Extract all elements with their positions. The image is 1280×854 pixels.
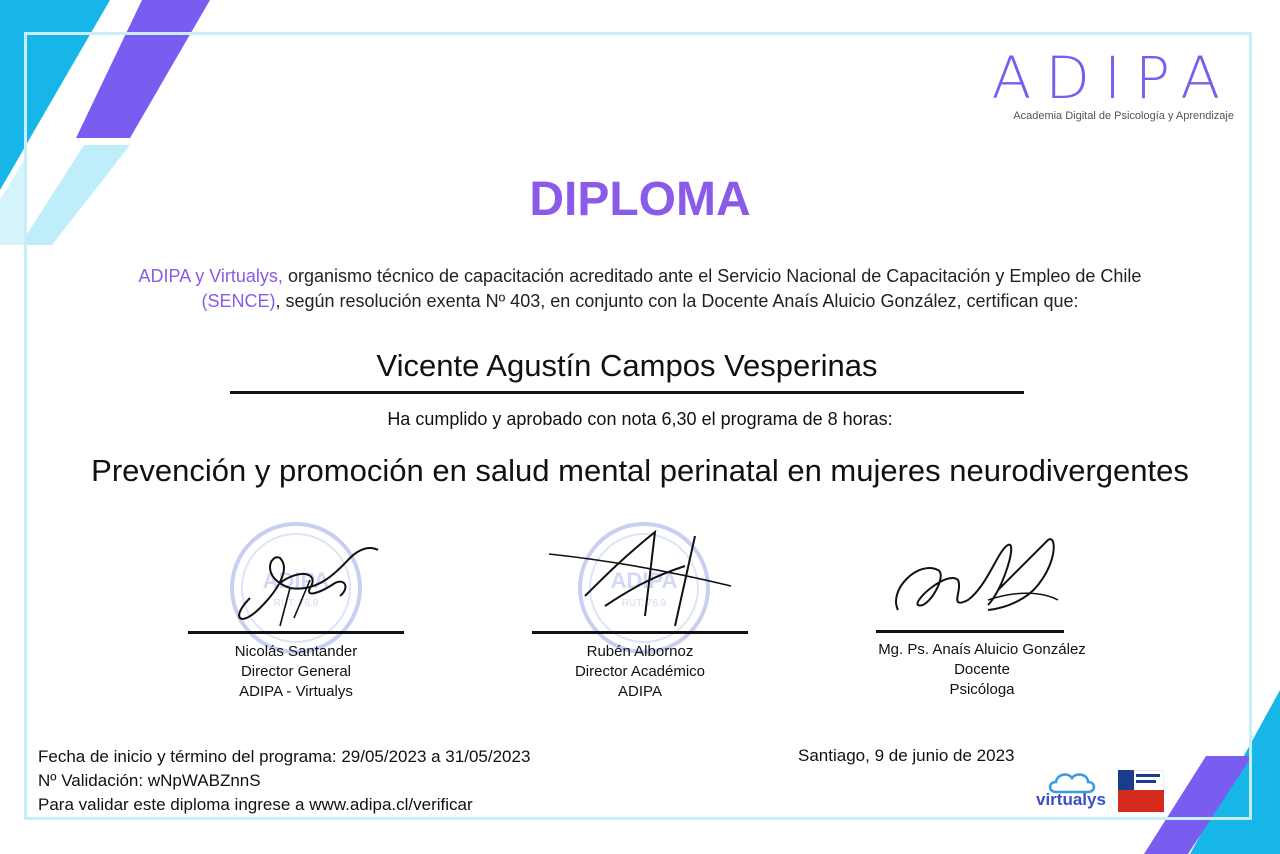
signature-line-3 [876,630,1064,633]
validation-code [38,771,261,791]
signer-2-org: ADIPA [618,683,662,700]
gobierno-chile-badge [1118,770,1164,812]
intro-text-2: , según resolución exenta Nº 403, en conjunto con la Docente Anaís Aluicio González, certifican que: [275,291,1079,311]
seal-1-rut: RUT: 76.9 [273,598,319,609]
seal-1-word: ADIPA [262,568,330,593]
intro-org: ADIPA y Virtualys, [138,266,283,286]
verify-line [38,795,473,815]
seal-2-rut: RUT: 76.9 [621,598,667,609]
issue-date: 9 de junio de 2023 [874,746,1015,765]
grade-suffix: el programa de 8 horas: [701,409,893,429]
validation-value: wNpWABZnnS [147,771,261,790]
intro-paragraph [100,264,1180,314]
signer-3-name: Mg. Ps. Anaís Aluicio González [878,641,1086,658]
signer-1-org: ADIPA - Virtualys [239,683,353,700]
signer-2-role: Director Académico [574,663,706,680]
program-name: Prevención y promoción en salud mental perinatal en mujeres neurodivergentes [91,453,1189,488]
signature-2 [545,526,735,636]
dates-value: 29/05/2023 a 31/05/2023 [341,747,531,766]
validation-label: Nº Validación: [38,771,144,790]
signature-block-1 [176,642,416,702]
signer-3-role: Docente [954,661,1010,678]
intro-sence: (SENCE) [201,291,276,311]
diploma-title: DIPLOMA [529,173,751,226]
recipient-underline [230,391,1024,394]
signature-line-2 [532,631,748,634]
recipient-name: Vicente Agustín Campos Vesperinas [376,348,878,383]
signature-block-3 [842,640,1122,700]
signer-2-name: Rubén Albornoz [586,643,694,660]
signer-3-org: Psicóloga [949,681,1015,698]
adipa-tagline: Academia Digital de Psicología y Aprendizaje [1013,110,1234,122]
program-dates [38,747,530,767]
signature-block-2 [520,642,760,702]
dates-label: Fecha de inicio y término del programa: [38,747,337,766]
signer-1-role: Director General [240,663,352,680]
signature-1 [220,538,390,630]
signature-line-1 [188,631,404,634]
grade-line [0,409,1280,430]
verify-url[interactable]: www.adipa.cl/verificar [309,795,473,814]
grade-value: 6,30 [661,409,697,429]
signer-1-name: Nicolás Santander [234,643,358,660]
intro-text-1: organismo técnico de capacitación acreditado ante el Servicio Nacional de Capacitación y Empleo de Chile [282,266,1142,286]
signature-3 [888,530,1068,625]
seal-2-word: ADIPA [610,568,678,593]
virtualys-logo: virtualys [1036,790,1106,809]
adipa-logo: ADIPA [991,44,1234,112]
issue-place-date [798,746,1014,766]
verify-label: Para validar este diploma ingrese a [38,795,305,814]
issue-city: Santiago, [798,746,870,765]
grade-prefix: Ha cumplido y aprobado con nota [387,409,657,429]
